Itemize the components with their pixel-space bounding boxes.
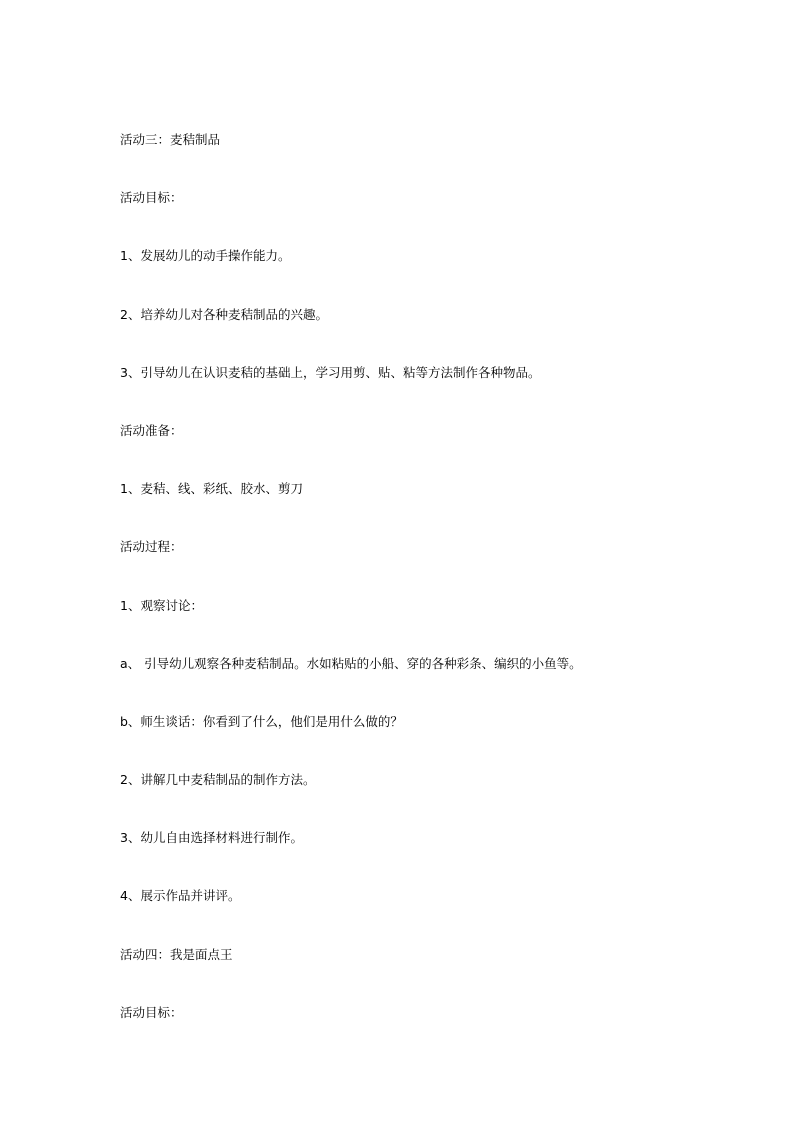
goal-item-1: 1、发展幼儿的动手操作能力。 (120, 248, 291, 264)
preparation-item-1: 1、麦秸、线、彩纸、胶水、剪刀 (120, 481, 303, 497)
goal-item-3: 3、引导幼儿在认识麦秸的基础上，学习用剪、贴、粘等方法制作各种物品。 (120, 364, 541, 380)
process-step-2: 2、讲解几中麦秸制品的制作方法。 (120, 772, 316, 788)
process-heading: 活动过程： (120, 539, 183, 555)
preparation-heading: 活动准备： (120, 422, 183, 438)
goals-heading-2: 活动目标： (120, 1004, 183, 1020)
goal-item-2: 2、培养幼儿对各种麦秸制品的兴趣。 (120, 306, 328, 322)
process-step-4: 4、展示作品并讲评。 (120, 888, 241, 904)
process-substep-a: a、 引导幼儿观察各种麦秸制品。水如粘贴的小船、穿的各种彩条、编织的小鱼等。 (120, 655, 582, 671)
section-heading-activity-4: 活动四：我是面点王 (120, 946, 233, 962)
section-heading-activity-3: 活动三：麦秸制品 (120, 132, 221, 147)
goals-heading: 活动目标： (120, 190, 183, 206)
process-step-3: 3、幼儿自由选择材料进行制作。 (120, 830, 303, 846)
document-body (120, 130, 760, 1061)
process-substep-b: b、师生谈话：你看到了什么，他们是用什么做的？ (120, 713, 403, 729)
process-step-1: 1、观察讨论： (120, 597, 203, 613)
